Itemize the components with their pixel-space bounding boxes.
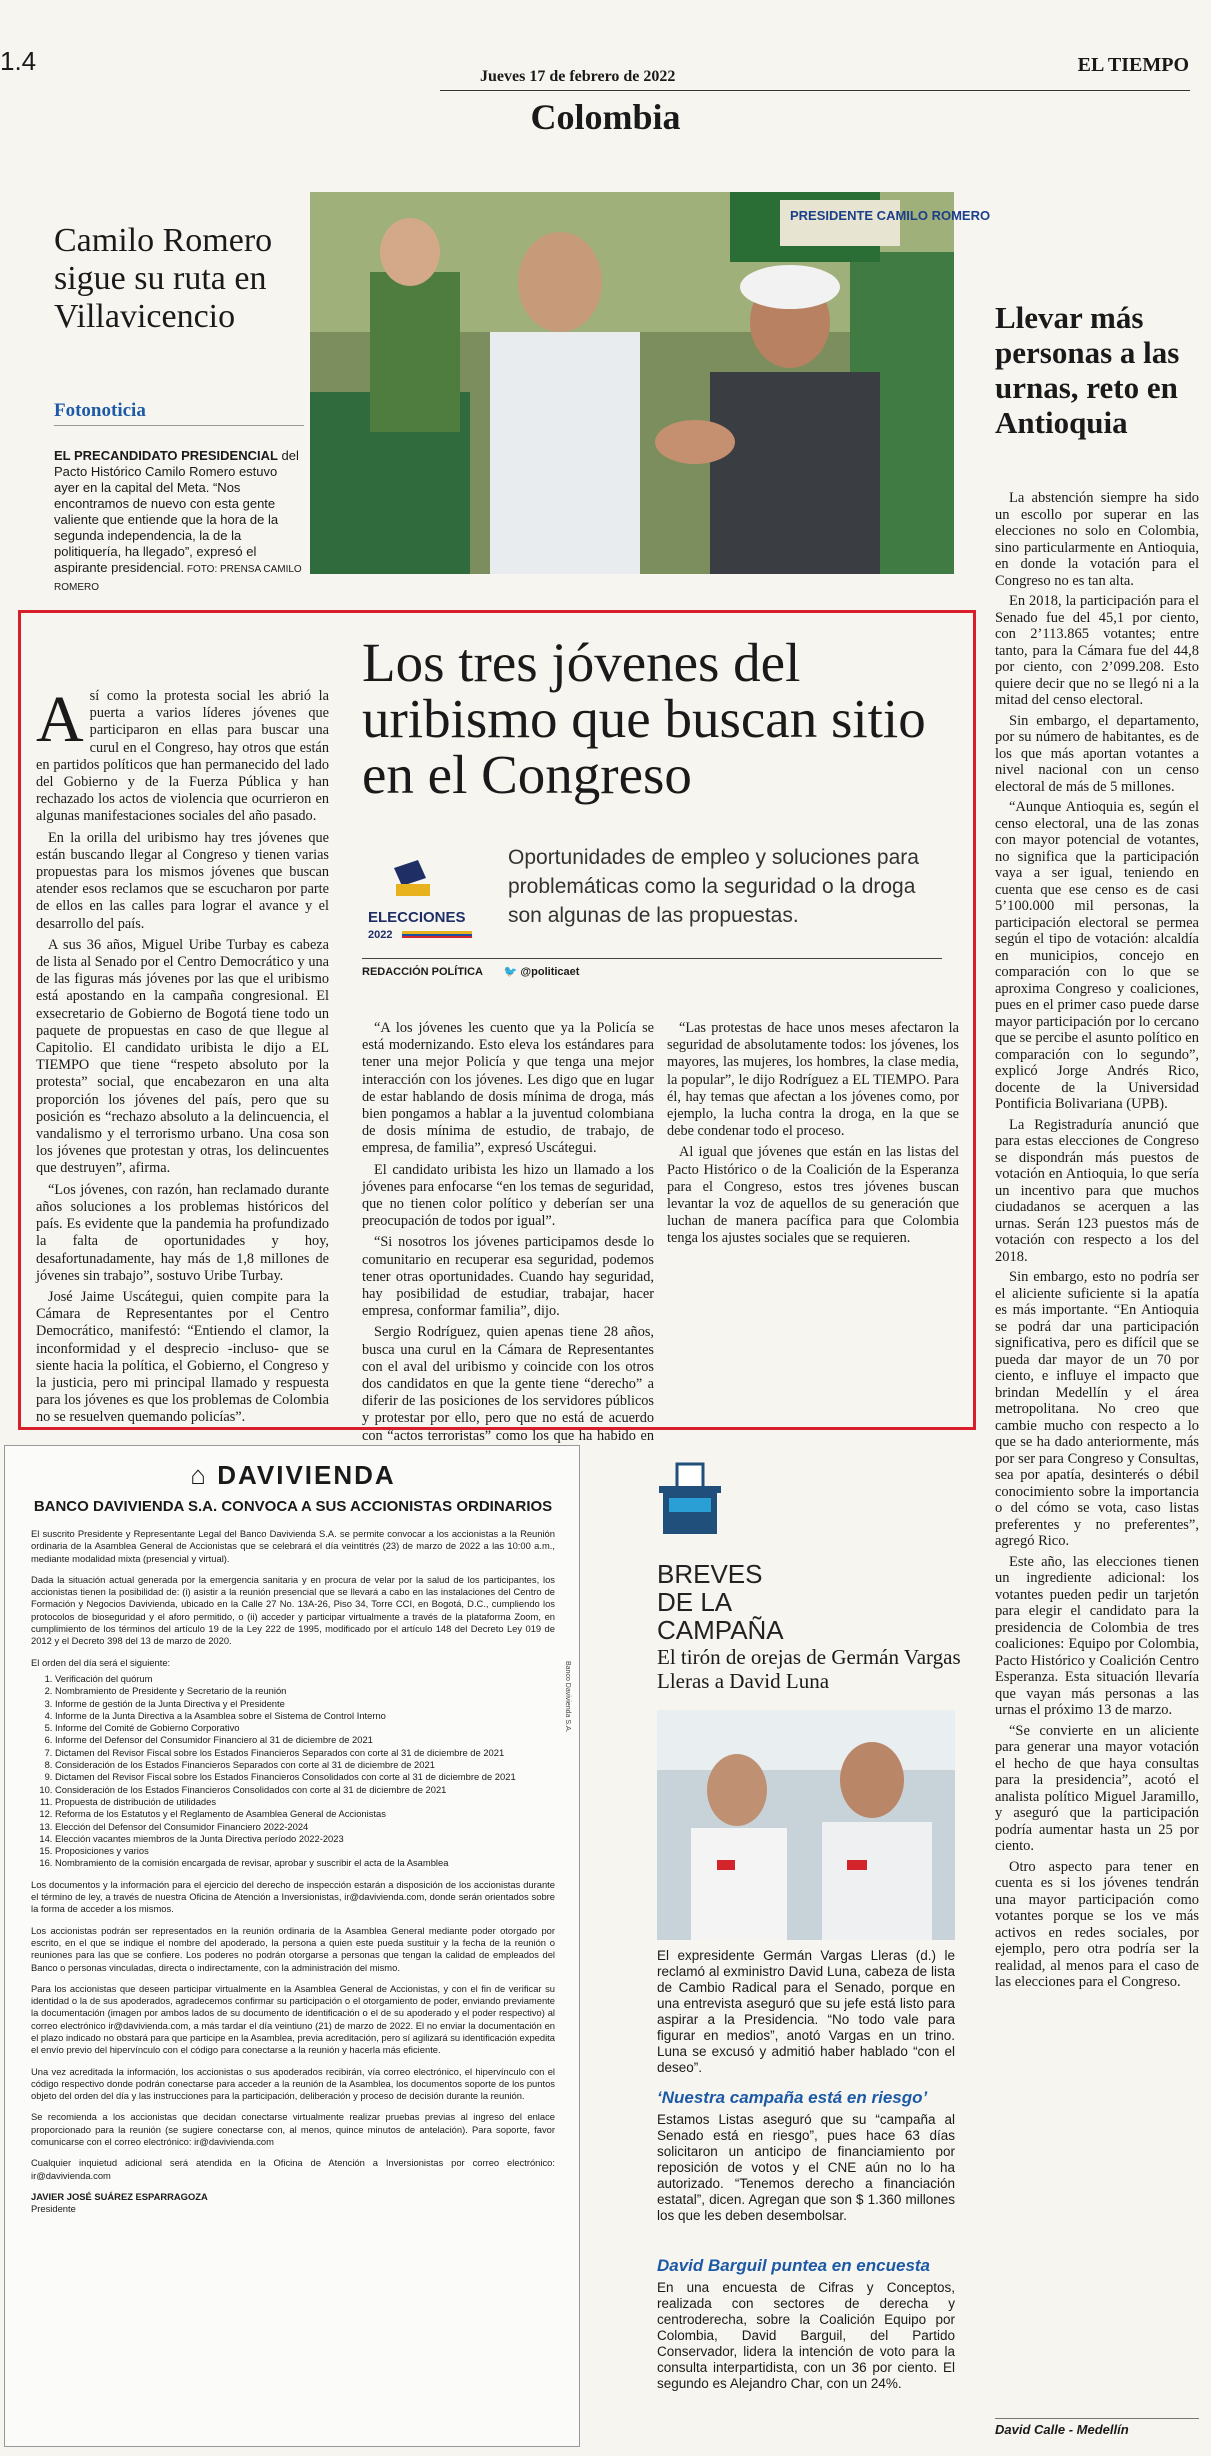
list-item: 4. Informe de la Junta Directiva a la Asamblea sobre el Sistema de Control Interno — [55, 1710, 555, 1722]
article-paragraph: En la orilla del uribismo hay tres jóvenes que están buscando llegar al Congreso y tienen varias propuestas para los mismos jóvenes que buscan atender esos reclamos que se escucharon por parte de ellos en las calles para lograr el avance y el desarrollo del país. — [36, 829, 329, 932]
caption-credit: FOTO: PRENSA CAMILO ROMERO — [54, 564, 302, 593]
article-paragraph: “Los jóvenes, con razón, han reclamado durante años soluciones a los problemas históricos del país. Es evidente que la pandemia ha profundizado la falta de oportunidades y hoy, desafortunadamente, hay más de 1,8 millones de jóvenes sin trabajo”, sostuvo Uribe Turbay. — [36, 1181, 329, 1284]
antioquia-paragraph: Sin embargo, esto no podría ser el aliciente suficiente si la apatía es más importante. “En Antioquia se podrá dar una participación significativa, pero es difícil que se pueda dar mayor de un 70 por ciento, e influye el impacto que brindan Medellín y el área metropolitana. No creo que cambie mucho con respecto a lo que se ha dado anteriormente, más por ser para Congreso y Consultas, sea por apatía, desinterés o débil conocimiento sobre la importancia o del cómo se vota, caso listas preferentes y no preferentes”, agregó Rico. — [995, 1269, 1199, 1549]
antioquia-paragraph: Este año, las elecciones tienen un ingrediente adicional: los votantes pueden pedir un tarjetón para elegir el candidato para la presidencia de Colombia de tres coaliciones: Equipo por Colombia, Pacto Histórico y Coalición Centro Esperanza. Esta situación llevaría que vayan más personas a las urnas el próximo 13 de marzo. — [995, 1553, 1199, 1718]
list-item: 6. Informe del Defensor del Consumidor Financiero al 31 de diciembre de 2021 — [55, 1734, 555, 1746]
ad-signer: JAVIER JOSÉ SUÁREZ ESPARRAGOZA — [31, 2190, 208, 2202]
ad-order-label: El orden del día será el siguiente: — [31, 1656, 171, 1668]
list-item: 13. Elección del Defensor del Consumidor Financiero 2022-2024 — [55, 1821, 555, 1833]
breve-text: Estamos Listas aseguró que su “campaña al Senado está en riesgo”, pues hace 63 días solicitaron un anticipo de financiamiento por reposición de votos y el CNE aún no lo ha autorizado. “Tenemos derecho a financiación estatal”, dicen. Agregan que son $ 1.360 millones los que les deben desembolsar. — [657, 2112, 955, 2223]
banner-text: PRESIDENTE CAMILO ROMERO — [790, 208, 991, 223]
antioquia-paragraph: En 2018, la participación para el Senado fue del 45,1 por ciento, con 2’113.865 votantes; entre tanto, para la Cámara fue del 44,8 por ciento, con 2’099.208. Esto quiere decir que no se llegó ni a la mitad del censo electoral. — [995, 593, 1199, 708]
elecciones-text: ELECCIONES — [368, 909, 466, 926]
article-paragraph: “Las protestas de hace unos meses afectaron la seguridad de absolutamente todos: los jóvenes, los mayores, las mujeres, los hombres, la clase media, la popular”, le dijo Rodríguez a EL TIEMPO. Para él, hay temas que afectan a los jóvenes como, por ejemplo, la lucha contra la droga, en la que se debe condenar todo el proceso. — [667, 1020, 959, 1140]
section-title: Colombia — [530, 97, 681, 137]
ad-order-list — [31, 1673, 555, 1870]
list-item: 3. Informe de gestión de la Junta Directiva y el Presidente — [55, 1698, 555, 1710]
antioquia-signature: David Calle - Medellín — [995, 2418, 1199, 2437]
article-column-1 — [36, 683, 329, 1431]
list-item: 9. Dictamen del Revisor Fiscal sobre los Estados Financieros Consolidados con corte al 31 de diciembre de 2021 — [55, 1771, 555, 1783]
byline — [362, 958, 942, 978]
ballot-box-icon — [655, 1458, 725, 1538]
article-paragraph: El candidato uribista les hizo un llamado a los jóvenes para enfocarse “en los temas de seguridad, que no tienen color político y deberían ser una preocupación de todos por igual”. — [362, 1161, 654, 1230]
list-item: 10. Consideración de los Estados Financieros Consolidados con corte al 31 de diciembre de 2021 — [55, 1784, 555, 1796]
main-subhead: Oportunidades de empleo y soluciones para problemáticas como la seguridad o la droga son algunas de las propuestas. — [508, 846, 919, 927]
photo-story-title: Camilo Romero sigue su ruta en Villavicencio — [54, 222, 273, 335]
fotonoticia-label: Fotonoticia — [54, 400, 146, 421]
article-paragraph: sí como la protesta social les abrió la puerta a varios líderes jóvenes que participaron en ellas para buscar una curul en el Congreso, hay otros que están en partidos políticos que han permanecido del lado del Gobierno y de la Fuerza Pública y han rechazado los actos de violencia que ocurrieron en algunas manifestaciones sociales del año pasado. — [36, 688, 329, 825]
ad-paragraph: Cualquier inquietud adicional será atendida en la Oficina de Atención a Inversionistas por correo electrónico: ir@davivienda.com — [31, 2157, 555, 2181]
elecciones-year: 2022 — [368, 929, 393, 941]
article-paragraph: A sus 36 años, Miguel Uribe Turbay es cabeza de lista al Senado por el Centro Democrático y una de las figuras más jóvenes por las que el uribismo está apostando en la campaña congresional. El exsecretario de Gobierno de Bogotá tiene todo un paquete de propuestas en caso de que llegue al Capitolio. El candidato uribista le dijo a EL TIEMPO que tiene “respeto absoluto por la protesta” social, que encabezaron en una alta proporción los jóvenes del país, pero que su posición es “rechazo absoluto a la delincuencia, el vandalismo y el terrorismo urbano. Una cosa son los jóvenes que protestan y otras, los delincuentes que destruyen”, afirma. — [36, 936, 329, 1177]
article-column-2 — [362, 1020, 654, 1466]
camilo-romero-photo — [310, 192, 991, 574]
byline-author: REDACCIÓN POLÍTICA — [362, 966, 483, 978]
antioquia-paragraph: “Aunque Antioquia es, según el censo electoral, una de las zonas con mayor potencial de votantes, no significa que la participación vaya a ser igual, teniendo en cuenta que ese censo es de casi 5’100.000 mil personas, la participación electoral se permea según el tipo de votación: alcaldía en municipios, concejo en comparación con lo que se aproxima Congreso y coaliciones, pues en el primer caso puede darse mayor participación por lo cercano que se percibe el asunto político en comparación con lo segundo”, explicó Jorge Andrés Rico, docente de la Universidad Pontificia Bolivariana (UPB). — [995, 799, 1199, 1112]
article-paragraph: “Si nosotros los jóvenes participamos desde lo comunitario en recuperar esa seguridad, podemos tener otras oportunidades. Cuando hay seguridad, hay posibilidad de estudiar, trabajar, hacer empresa, conformar familia”, dijo. — [362, 1234, 654, 1320]
list-item: 12. Reforma de los Estatutos y el Reglamento de Asamblea General de Accionistas — [55, 1808, 555, 1820]
ad-paragraph: Para los accionistas que deseen participar virtualmente en la Asamblea General de Accionistas, y con el fin de verificar su identidad o la de sus apoderados, agradecemos confirmar su participación o el otorgamiento de poder, enviando previamente la documentación (imagen por ambos lados de su documento de identificación o el de su apoderado y el poder respectivo) al correo electrónico ir@davivienda.com, a más tardar el día veintiuno (21) de marzo de 2022. El no enviar la documentación en el plazo indicado no obstará para que participe en la Asamblea, previa acreditación, pero sí agilizará su identificación expedita el envío previo del hipervínculo con el código para conectarse a la reunión y hacerla más eficiente. — [31, 1982, 555, 2056]
photo-caption — [54, 448, 304, 596]
list-item: 11. Propuesta de distribución de utilidades — [55, 1796, 555, 1808]
ad-paragraph: Una vez acreditada la información, los accionistas o sus apoderados recibirán, vía correo electrónico, el hipervínculo con el código respectivo donde podrán conectarse para acceder a la reunión de la Asamblea, los documentos soporte de los puntos objeto del orden del día y las instrucciones para la participación, deliberación y proceso de decisión durante la reunión. — [31, 2065, 555, 2102]
article-column-3 — [667, 1020, 959, 1252]
ad-paragraph: Los documentos y la información para el ejercicio del derecho de inspección estarán a disposición de los accionistas durante el término de ley, a través de nuestra Oficina de Atención a Inversionistas, ir@davivienda.com, donde serán orientados sobre la forma de acceder a los mismos. — [31, 1878, 555, 1915]
list-item: 16. Nombramiento de la comisión encargada de revisar, aprobar y suscribir el acta de la Asamblea — [55, 1857, 555, 1869]
caption-text: del Pacto Histórico Camilo Romero estuvo ayer en la capital del Meta. “Nos encontramos de nuevo con esta gente valiente que entiende que la hora de la segunda independencia, la de la politiquería, ha llegado”, expresó el aspirante presidencial. — [54, 448, 299, 575]
newspaper-brand: EL TIEMPO — [1077, 54, 1189, 76]
article-paragraph: Sergio Rodríguez, quien apenas tiene 28 años, busca una curul en la Cámara de Representantes con el aval del uribismo y coincide con los otros dos candidatos en que la gente tiene “derecho” a diferir de las posiciones de los servidores públicos y protestar por ello, pero que no está de acuerdo con “actos terroristas” como los que ha habido en — [362, 1324, 654, 1444]
davivienda-ad — [4, 1445, 580, 2447]
list-item: 2. Nombramiento de Presidente y Secretario de la reunión — [55, 1685, 555, 1697]
antioquia-body — [995, 490, 1199, 1995]
ad-body — [31, 1528, 555, 2216]
antioquia-paragraph: La Registraduría anunció que para estas elecciones de Congreso se dispondrán más puestos de votación en Antioquia, lo que sería un incentivo para que muchos ciudadanos se acerquen a las urnas. Serán 123 puestos más de votación con respecto a los del 2018. — [995, 1116, 1199, 1265]
twitter-handle[interactable]: @politicaet — [520, 966, 580, 978]
antioquia-paragraph: “Se convierte en un aliciente para generar una mayor votación el hecho de que haya consultas para la presidencia”, acotó el analista político Miguel Jaramillo, y aseguró que la participación podría aumentar hasta un 25 por ciento. — [995, 1722, 1199, 1854]
main-headline: Los tres jóvenes del uribismo que buscan sitio en el Congreso — [362, 632, 926, 805]
antioquia-headline: Llevar más personas a las urnas, reto en Antioquia — [995, 300, 1180, 440]
ad-paragraph: Se recomienda a los accionistas que decidan conectarse virtualmente realizar pruebas previas al ingreso del enlace proporcionado para la reunión (se sugiere conectarse con, al menos, quince minutos de antelación). Para soporte, favor comunicarse con el correo electrónico: ir@davivienda.com — [31, 2111, 555, 2148]
page-number: 1.4 — [0, 46, 37, 76]
issue-date: Jueves 17 de febrero de 2022 — [480, 68, 676, 85]
ad-paragraph: Dada la situación actual generada por la emergencia sanitaria y en procura de velar por la salud de los participantes, los accionistas tienen la posibilidad de: (i) asistir a la reunión presencial que se llevará a cabo en las instalaciones del Centro de Formación y Negocios Davivienda, ubicado en la Calle 27 No. 13A-26, Piso 34, Torre CCI, en Bogotá, D.C., cumpliendo los protocolos de bioseguridad y el aforo permitido, o (ii) acceder y participar virtualmente a través de la plataforma Zoom, en cumplimiento de los términos del artículo 19 de la Ley 222 de 1995, modificado por el artículo 148 del Decreto Ley 019 de 2012 y el Decreto 398 del 13 de marzo de 2020. — [31, 1573, 555, 1647]
breves-subtitle: El tirón de orejas de Germán Vargas Lleras a David Luna — [657, 1645, 961, 1693]
breve-heading: ‘Nuestra campaña está en riesgo’ — [657, 2088, 928, 2107]
list-item: 15. Proposiciones y varios — [55, 1845, 555, 1857]
article-paragraph: “A los jóvenes les cuento que ya la Policía se está modernizando. Esto eleva los estándares para tener una mejor Policía y que tenga una mejor interacción con los jóvenes. Les digo que en lugar de estar hablando de dosis mínima de droga, más bien pongamos a hablar a la juventud colombiana de dosis mínima de estudio, de trabajo, de empresa, de familia”, expresó Uscátegui. — [362, 1020, 654, 1157]
ad-paragraph: El suscrito Presidente y Representante Legal del Banco Davivienda S.A. se permite convocar a los accionistas a la Reunión ordinaria de la Asamblea General de Accionistas que se celebrará el día veintitrés (23) de marzo de 2022 a las 10:00 a.m., mediante modalidad mixta (presencial y virtual). — [31, 1528, 555, 1564]
breve-heading: David Barguil puntea en encuesta — [657, 2256, 931, 2275]
vargas-luna-photo — [657, 1710, 955, 1940]
list-item: 1. Verificación del quórum — [55, 1673, 555, 1685]
fotonoticia-rule — [54, 425, 304, 426]
breves-title: BREVES DE LA CAMPAÑA — [657, 1559, 784, 1645]
vargas-luna-caption: El expresidente Germán Vargas Lleras (d.) le reclamó al exministro David Luna, cabeza de lista de Cambio Radical para el Senado, porque en una entrevista aseguró que su jefe está listo para aspirar a la Presidencia. “No todo vale para figurar en medios”, anotó Vargas en un trino. Luna se excusó y admitió haber hablado “con el deseo”. — [657, 1948, 955, 2075]
antioquia-paragraph: La abstención siempre ha sido un escollo por superar en las elecciones no solo en Colombia, sino particularmente en Antioquia, en donde la votación para el Congreso no es tan alta. — [995, 490, 1199, 589]
drop-cap: A — [36, 683, 84, 756]
list-item: 8. Consideración de los Estados Financieros Separados con corte al 31 de diciembre de 2021 — [55, 1759, 555, 1771]
article-paragraph: José Jaime Uscátegui, quien compite para la Cámara de Representantes por el Centro Democrático, manifestó: “Entiendo el clamor, la inconformidad y el desprecio -incluso- que se siente hacia la política, el Gobierno, el Congreso y la justicia, pero mi principal llamado y respuesta para los jóvenes es que los problemas de Colombia no se resuelven quemando policías”. — [36, 1288, 329, 1426]
antioquia-paragraph: Otro aspecto para tener en cuenta es si los jóvenes tendrán una mayor participación como votantes porque se los ve más activos en redes sociales, por ejemplo, pero otra podría ser la realidad, al menos para el caso de las elecciones para el Congreso. — [995, 1858, 1199, 1990]
list-item: 5. Informe del Comité de Gobierno Corporativo — [55, 1722, 555, 1734]
davivienda-logo-text: DAVIVIENDA — [217, 1460, 396, 1490]
antioquia-paragraph: Sin embargo, el departamento, por su número de habitantes, es de los que más aportan votantes a nivel nacional con un censo electoral de más de 5 millones. — [995, 712, 1199, 795]
list-item: 7. Dictamen del Revisor Fiscal sobre los Estados Financieros Separados con corte al 31 de diciembre de 2021 — [55, 1747, 555, 1759]
ad-signer-title: Presidente — [31, 2203, 76, 2215]
house-icon: ⌂ — [190, 1460, 209, 1490]
twitter-icon: 🐦 — [503, 966, 518, 978]
elecciones-logo — [366, 860, 476, 946]
ad-paragraph: Los accionistas podrán ser representados en la reunión ordinaria de la Asamblea General mediante poder otorgado por escrito, en el que se indique el nombre del apoderado, la persona a quien este pueda sustituir y la fecha de la reunión o reuniones para las que se confiere. Los poderes no podrán otorgarse a personas que tengan la calidad de empleados del Banco o personas vinculadas, directa o indirectamente, con la administración del mismo. — [31, 1924, 555, 1973]
list-item: 14. Elección vacantes miembros de la Junta Directiva período 2022-2023 — [55, 1833, 555, 1845]
breve-text: En una encuesta de Cifras y Conceptos, realizada con sectores de derecha y centroderecha, sobre la Coalición Equipo por Colombia, David Barguil, del Partido Conservador, lidera la intención de voto para la consulta interpartidista, con un 36 por ciento. El segundo es Alejandro Char, con un 24%. — [657, 2280, 955, 2391]
ad-title: BANCO DAVIVIENDA S.A. CONVOCA A SUS ACCIONISTAS ORDINARIOS — [33, 1498, 553, 1515]
davivienda-logo — [5, 1460, 581, 1491]
article-paragraph: Al igual que jóvenes que están en las listas del Pacto Histórico o de la Coalición de la Esperanza para el Congreso, estos tres jóvenes buscan levantar la voz de aquellos de su generación que luchan de manera pacífica para que Colombia tenga los ajustes sociales que se requieren. — [667, 1144, 959, 1247]
ad-side-note: Banco Davivienda S.A. — [564, 1661, 571, 1733]
header-rule — [440, 90, 1190, 91]
caption-lead: EL PRECANDIDATO PRESIDENCIAL — [54, 448, 278, 463]
